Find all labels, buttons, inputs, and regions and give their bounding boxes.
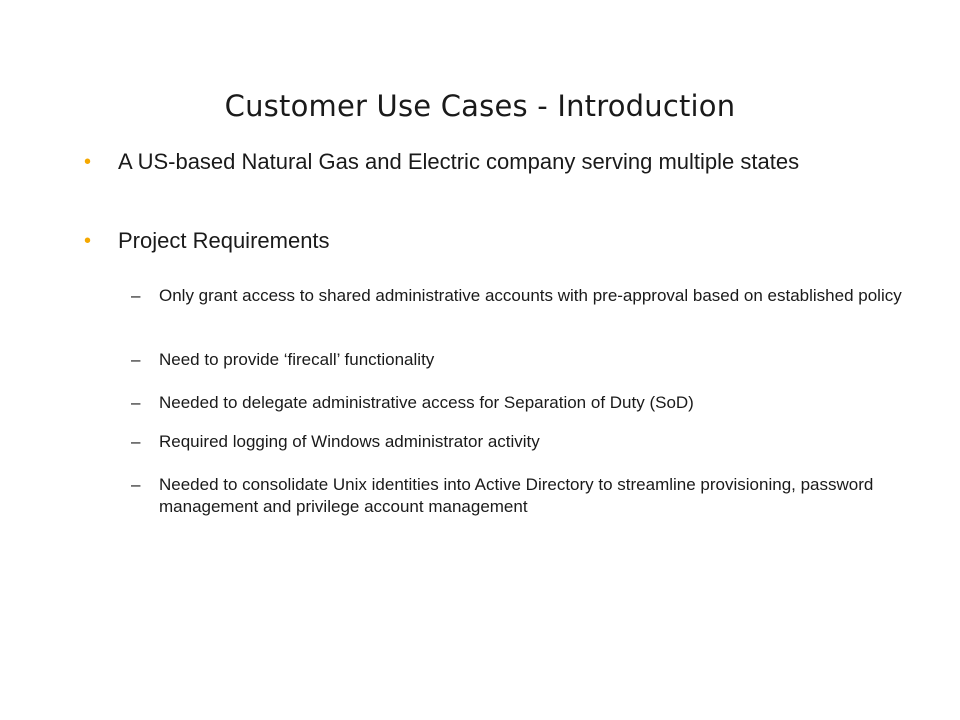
requirement-text: Only grant access to shared administrative accounts with pre-approval based on established policy <box>159 286 902 305</box>
requirement-text: Needed to delegate administrative access for Separation of Duty (SoD) <box>159 393 694 412</box>
requirement-marker: – <box>131 350 141 369</box>
requirement-marker: – <box>131 432 141 451</box>
bullet-company <box>84 148 884 176</box>
bullet-text: Project Requirements <box>118 228 330 253</box>
requirement-item <box>131 431 931 453</box>
bullet-requirements <box>84 227 884 255</box>
requirement-item <box>131 392 931 414</box>
requirement-marker: – <box>131 475 141 494</box>
requirement-text: Required logging of Windows administrator activity <box>159 432 540 451</box>
requirement-marker: – <box>131 286 141 305</box>
requirement-text: Needed to consolidate Unix identities into Active Directory to streamline provisioning, password management and privilege account management <box>159 475 874 516</box>
bullet-marker: • <box>84 230 92 252</box>
requirement-item <box>131 349 931 371</box>
requirement-marker: – <box>131 393 141 412</box>
requirement-item <box>131 474 931 518</box>
requirement-text: Need to provide ‘firecall’ functionality <box>159 350 435 369</box>
slide-title: Customer Use Cases - Introduction <box>224 89 736 123</box>
requirement-item <box>131 285 931 307</box>
bullet-text: A US-based Natural Gas and Electric company serving multiple states <box>118 149 800 174</box>
bullet-marker: • <box>84 151 92 173</box>
